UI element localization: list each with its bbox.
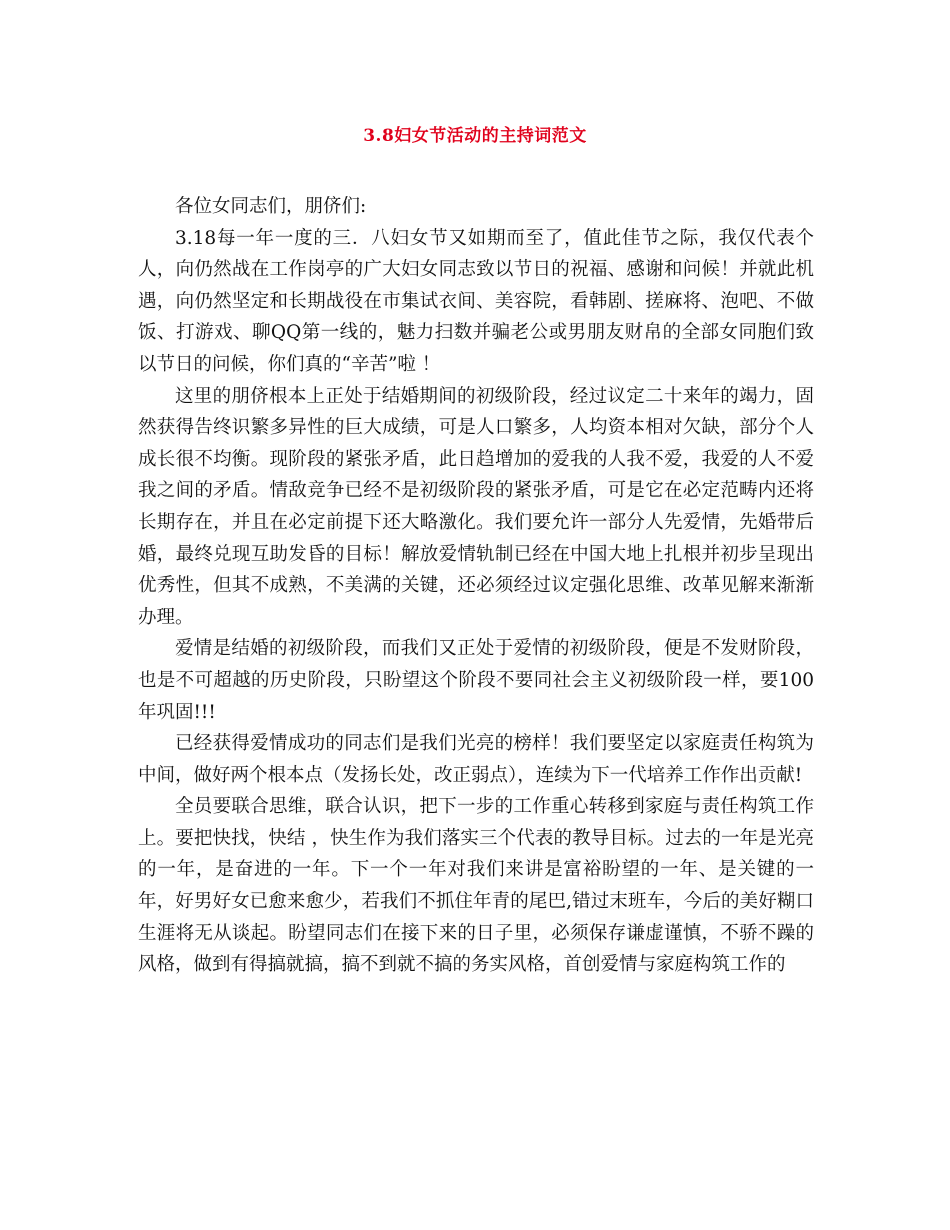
document-body bbox=[138, 191, 814, 981]
paragraph-unite: 全员要联合思维，联合认识，把下一步的工作重心转移到家庭与责任构筑工作上。要把快找，快结 ，快生作为我们落实三个代表的教导目标。过去的一年是光亮的一年，是奋进的一年。下一个一年对我们来讲是富裕盼望的一年、是关键的一年，好男好女已愈来愈少，若我们不抓住年青的尾巴,错过末班车，今后的美好糊口生涯将无从谈起。盼望同志们在接下来的日子里，必须保存谦虚谨慎，不骄不躁的风格，做到有得搞就搞，搞不到就不搞的务实风格，首创爱情与家庭构筑工作的 bbox=[138, 796, 814, 976]
paragraph-stage: 这里的朋侪根本上正处于结婚期间的初级阶段，经过议定二十来年的竭力，固然获得告终识繁多异性的巨大成绩，可是人口繁多，人均资本相对欠缺，部分个人成长很不均衡。现阶段的紧张矛盾，此日趋增加的爱我的人我不爱，我爱的人不爱我之间的矛盾。情敌竞争已经不是初级阶段的紧张矛盾，可是它在必定范畴内还将长期存在，并且在必定前提下还大略激化。我们要允许一部分人先爱情，先婚带后婚，最终兑现互助发昏的目标！解放爱情轨制已经在中国大地上扎根并初步呈现出优秀性，但其不成熟，不美满的关键，还必须经过议定强化思维、改革见解来渐渐办理。 bbox=[138, 385, 814, 628]
paragraph-love-stage: 爱情是结婚的初级阶段，而我们又正处于爱情的初级阶段，便是不发财阶段，也是不可超越的历史阶段，只盼望这个阶段不要同社会主义初级阶段一样，要100年巩固!!! bbox=[138, 638, 814, 723]
paragraph-role-models: 已经获得爱情成功的同志们是我们光亮的榜样！我们要坚定以家庭责任构筑为中间，做好两个根本点（发扬长处，改正弱点），连续为下一代培养工作作出贡献! bbox=[138, 733, 814, 786]
page-title: 3.8妇女节活动的主持词范文 bbox=[363, 126, 587, 146]
paragraph-greeting: 3.18每一年一度的三．八妇女节又如期而至了，值此佳节之际，我仅代表个人，向仍然战在工作岗亭的广大妇女同志致以节日的祝福、感谢和问候！并就此机遇，向仍然坚定和长期战役在市集试衣间、美容院，看韩剧、搓麻将、泡吧、不做饭、打游戏、聊QQ第一线的，魅力扫数并骗老公或男朋友财帛的全部女同胞们致以节日的问候，你们真的“辛苦”啦 ！ bbox=[138, 227, 814, 375]
paragraph-salutation: 各位女同志们，朋侪们: bbox=[175, 196, 367, 217]
